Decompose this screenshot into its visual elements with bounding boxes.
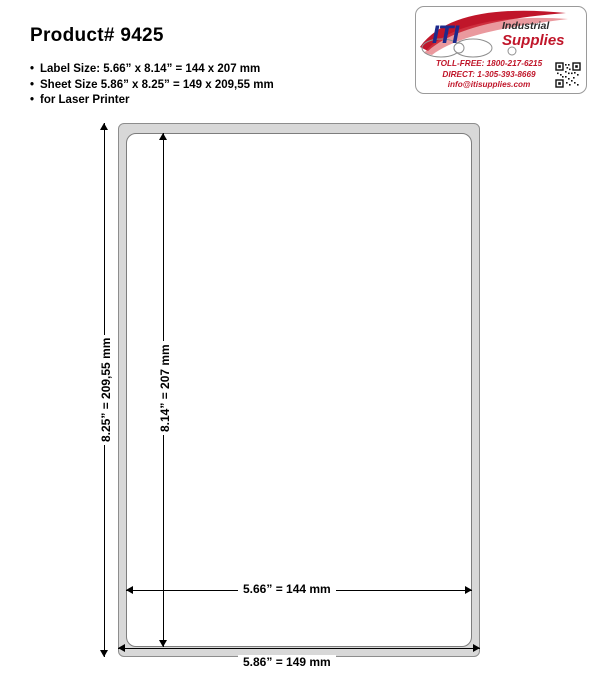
logo-text-supplies: Supplies (502, 32, 565, 49)
label-height-label: 8.14” = 207 mm (157, 341, 173, 435)
spec-list (30, 62, 274, 109)
sheet-width-arrow-right (473, 644, 480, 652)
spec-text: for Laser Printer (40, 94, 130, 106)
spec-text: Label Size: 5.66” x 8.14” = 144 x 207 mm (40, 63, 261, 75)
list-item (30, 93, 274, 109)
sheet-height-arrow-bottom (100, 650, 108, 657)
label-diagram (0, 115, 600, 700)
label-outline (126, 133, 472, 647)
tollfree-text: TOLL-FREE: 1800-217-6215 (435, 59, 543, 68)
label-height-arrow-top (159, 133, 167, 140)
qr-code-icon (555, 62, 581, 88)
label-width-arrow-right (465, 586, 472, 594)
sheet-height-arrow-top (100, 123, 108, 130)
label-width-label: 5.66” = 144 mm (238, 582, 336, 596)
page-title: Product# 9425 (30, 25, 164, 46)
sheet-width-dim-line (118, 648, 480, 649)
bullet-icon: • (30, 94, 35, 106)
logo-contact-info (416, 59, 562, 91)
logo-text-industrial: Industrial (502, 20, 550, 32)
bullet-icon: • (30, 63, 35, 75)
spec-text: Sheet Size 5.86” x 8.25” = 149 x 209,55 mm (40, 78, 274, 91)
list-item (30, 62, 274, 78)
sheet-height-label: 8.25” = 209,55 mm (98, 335, 114, 445)
list-item (30, 78, 274, 94)
email-text: info@itisupplies.com (447, 80, 531, 89)
company-logo (415, 6, 587, 94)
page-header (0, 0, 600, 115)
sheet-width-arrow-left (118, 644, 125, 652)
label-height-arrow-bottom (159, 640, 167, 647)
direct-phone-text: DIRECT: 1-305-393-8669 (442, 69, 536, 79)
sheet-width-label: 5.86” = 149 mm (238, 655, 336, 669)
bullet-icon: • (30, 78, 35, 91)
logo-text-iti: ITI (432, 21, 459, 49)
label-width-arrow-left (126, 586, 133, 594)
